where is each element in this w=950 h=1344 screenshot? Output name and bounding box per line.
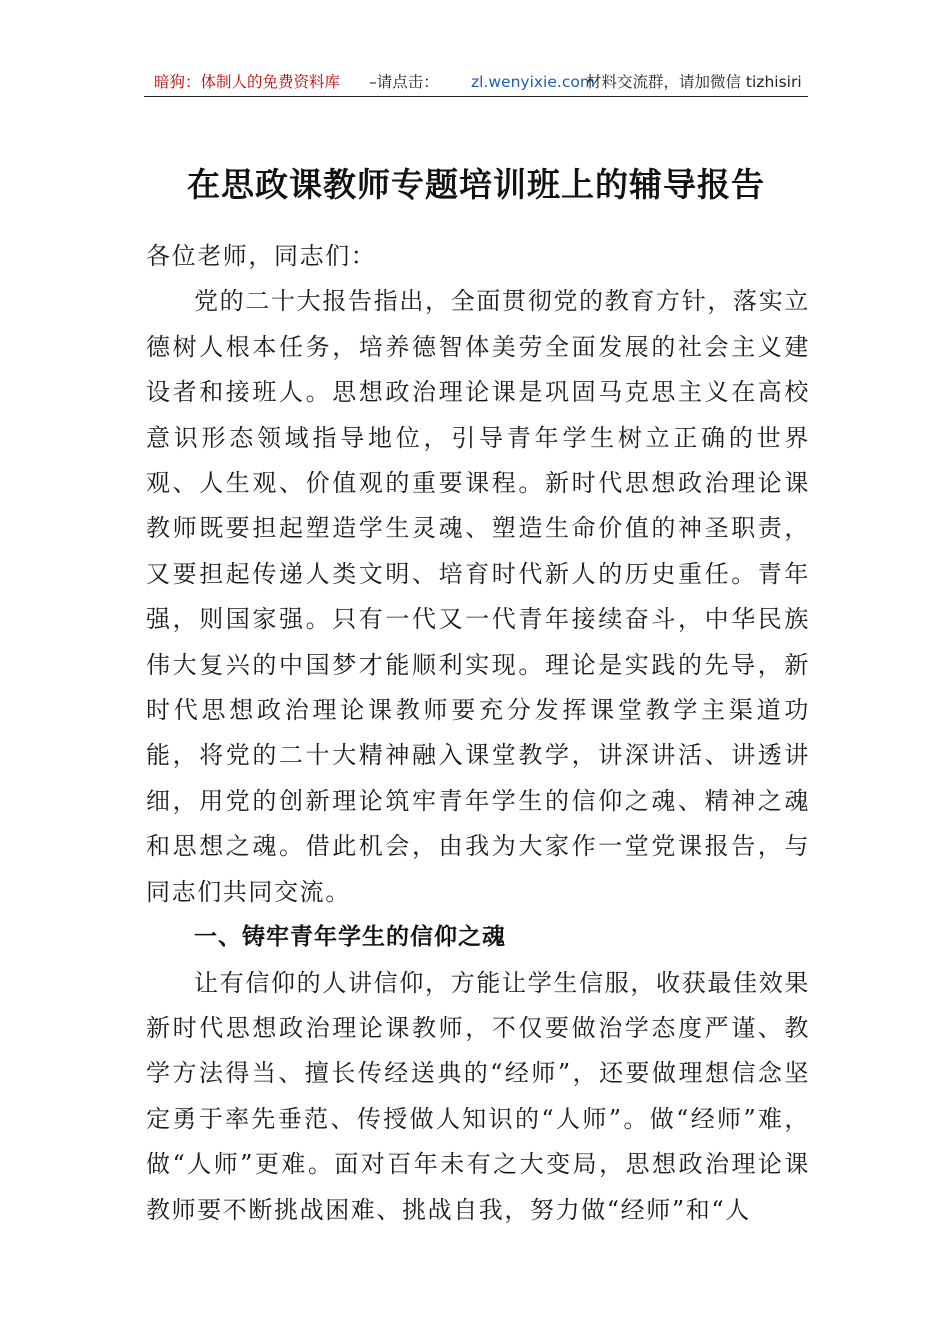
salutation: 各位老师，同志们： bbox=[146, 242, 377, 270]
section-heading-1: 一、铸牢青年学生的信仰之魂 bbox=[194, 924, 506, 951]
header-prompt: –请点击： bbox=[369, 73, 439, 91]
header-group-note: 材料交流群，请加微信 tizhisiri bbox=[586, 73, 802, 91]
document-body bbox=[146, 234, 810, 1233]
section-1-paragraph: 让有信仰的人讲信仰，方能让学生信服，收获最佳效果新时代思想政治理论课教师，不仅要做治学态度严谨、教学方法得当、擅长传经送典的“经师”，还要做理想信念坚定勇于率先垂范、传授做人知识的“人师”。做“经师”难，做“人师”更难。面对百年未有之大变局，思想政治理论课教师要不断挑战困难、挑战自我，努力做“经师”和“人 bbox=[146, 968, 810, 1224]
header-url-link[interactable]: zl.wenyixie.com bbox=[471, 73, 595, 91]
page-header bbox=[144, 68, 808, 97]
header-site-name: 暗狗：体制人的免费资料库 bbox=[154, 73, 341, 91]
intro-paragraph: 党的二十大报告指出，全面贯彻党的教育方针，落实立德树人根本任务，培养德智体美劳全面发展的社会主义建设者和接班人。思想政治理论课是巩固马克思主义在高校意识形态领域指导地位，引导青年学生树立正确的世界观、人生观、价值观的重要课程。新时代思想政治理论课教师既要担起塑造学生灵魂、塑造生命价值的神圣职责，又要担起传递人类文明、培育时代新人的历史重任。青年强，则国家强。只有一代又一代青年接续奋斗，中华民族伟大复兴的中国梦才能顺利实现。理论是实践的先导，新时代思想政治理论课教师要充分发挥课堂教学主渠道功能，将党的二十大精神融入课堂教学，讲深讲活、讲透讲细，用党的创新理论筑牢青年学生的信仰之魂、精神之魂和思想之魂。借此机会，由我为大家作一堂党课报告，与同志们共同交流。 bbox=[146, 287, 810, 906]
document-title: 在思政课教师专题培训班上的辅导报告 bbox=[187, 165, 765, 204]
